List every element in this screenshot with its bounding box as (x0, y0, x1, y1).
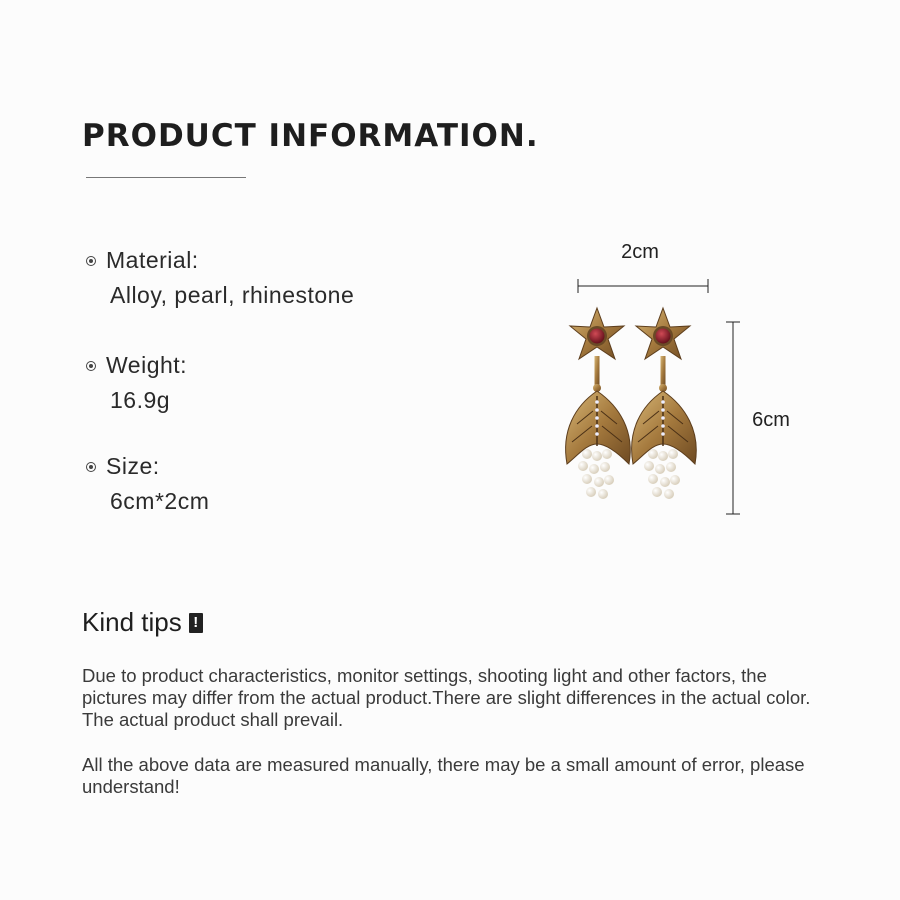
spec-value: 6cm*2cm (110, 488, 210, 514)
bullet-icon (86, 256, 96, 266)
spec-size (86, 453, 209, 515)
spec-label: Weight: (106, 352, 188, 378)
kind-tips-heading (82, 607, 203, 638)
page-title: PRODUCT INFORMATION. (82, 118, 539, 154)
bullet-icon (86, 361, 96, 371)
title-underline (86, 177, 246, 178)
width-label: 2cm (621, 241, 659, 263)
spec-label: Size: (106, 453, 160, 479)
right-earring (632, 308, 697, 499)
tips-paragraph: All the above data are measured manually, there may be a small amount of error, please understand! (82, 754, 805, 797)
spec-label: Material: (106, 247, 199, 273)
height-label: 6cm (752, 409, 790, 431)
spec-weight (86, 352, 187, 414)
left-earring (566, 308, 631, 499)
bullet-icon (86, 462, 96, 472)
spec-value: 16.9g (110, 387, 171, 413)
spec-value: Alloy, pearl, rhinestone (110, 282, 355, 308)
spec-material (86, 247, 354, 309)
earrings-product-image (540, 236, 820, 536)
kind-tips-title: Kind tips (82, 607, 182, 637)
exclamation-icon: ! (189, 613, 203, 633)
tips-paragraph: Due to product characteristics, monitor settings, shooting light and other factors, the pictures may differ from the actual product.There are slight differences in the actual color. The actual product shall prevail. (82, 665, 811, 730)
